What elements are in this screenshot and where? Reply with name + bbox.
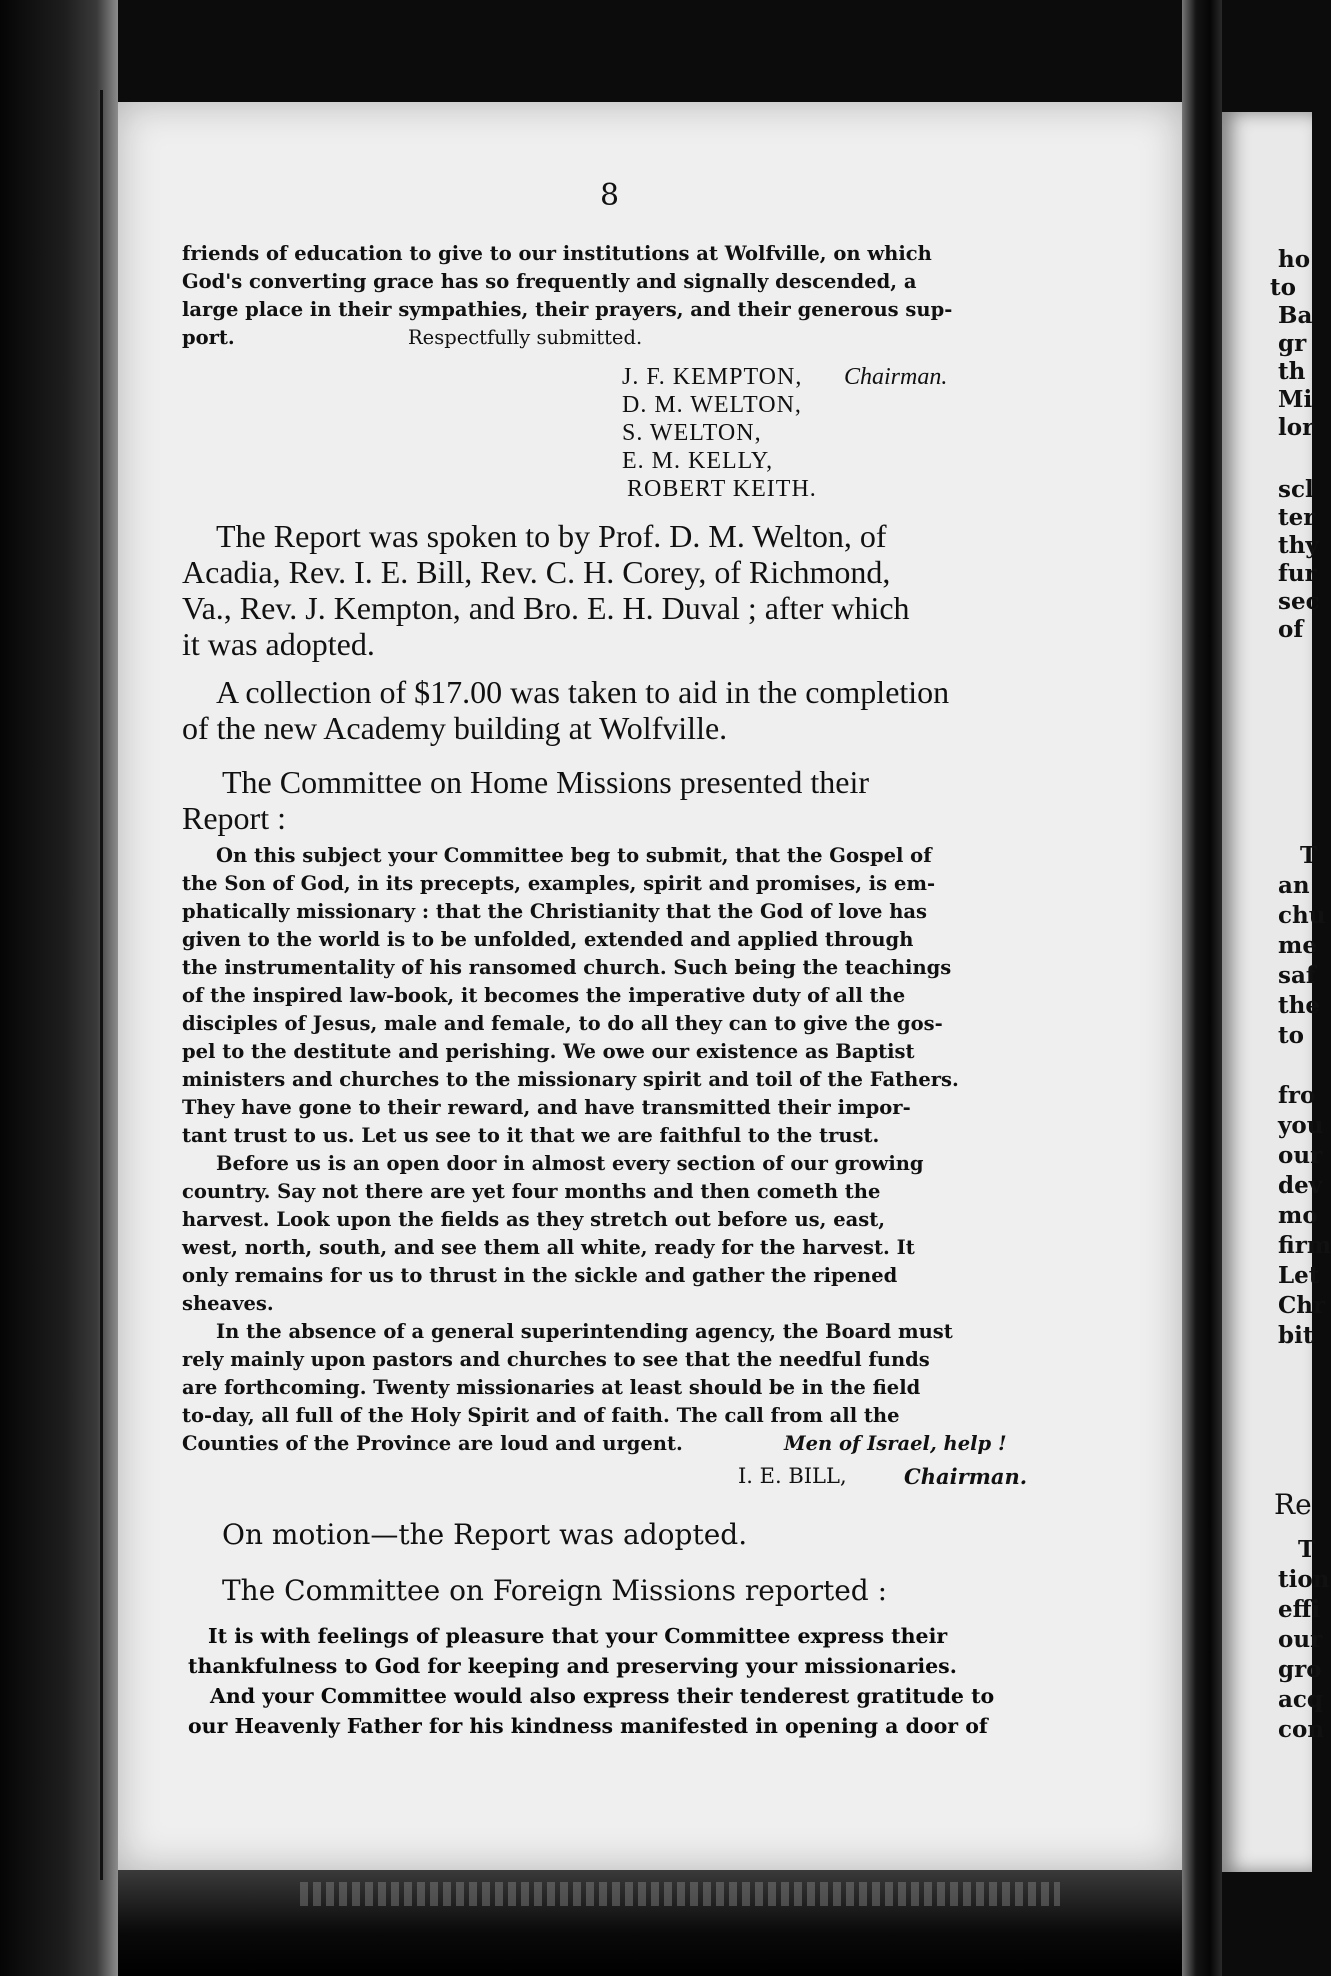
facing-page-fragment: lor [1278,414,1315,441]
foreign-line: our Heavenly Father for his kindness manifested in opening a door of [188,1714,988,1738]
men-of-israel: Men of Israel, help ! [784,1432,1007,1455]
para1-line: large place in their sympathies, their prayers, and their generous sup- [182,298,953,321]
report-line: rely mainly upon pastors and churches to see that the needful funds [182,1348,930,1371]
report-line: west, north, south, and see them all white, ready for the harvest. It [182,1236,915,1259]
facing-page-fragment: to [1270,274,1296,301]
facing-page-fragment: dev [1278,1172,1323,1199]
report-line: sheaves. [182,1292,274,1315]
bleed-through-text [300,1882,1060,1906]
facing-page-fragment: chu [1278,902,1326,929]
facing-page-fragment: Re [1274,1488,1312,1521]
facing-page-fragment: saf [1278,962,1316,989]
foreign-missions-heading: The Committee on Foreign Missions reported : [222,1574,888,1607]
foreign-line: And your Committee would also express their tenderest gratitude to [210,1684,995,1708]
para2-line: Acadia, Rev. I. E. Bill, Rev. C. H. Corey, of Richmond, [182,554,891,590]
facing-page-fragment: ho [1278,246,1311,273]
facing-page-fragment: Chr [1278,1292,1326,1319]
para3-line: A collection of $17.00 was taken to aid in the completion [216,674,950,710]
facing-page-fragment: tion [1278,1566,1330,1593]
para2-line: The Report was spoken to by Prof. D. M. Welton, of [216,518,887,554]
facing-page-fragment: effi [1278,1596,1321,1623]
report-line: only remains for us to thrust in the sickle and gather the ripened [182,1264,898,1287]
signature-bill-name: I. E. BILL, [738,1464,847,1488]
facing-page-fragment: fur [1278,560,1317,587]
facing-page-fragment: our [1278,1142,1323,1169]
para1-last-line: port. [182,326,235,349]
report-line: pel to the destitute and perishing. We owe our existence as Baptist [182,1040,915,1063]
signature-member: D. M. WELTON, [622,392,802,418]
facing-page-fragment: of [1278,616,1304,643]
signature-chair-title: Chairman. [844,364,948,390]
foreign-line: It is with feelings of pleasure that your Committee express their [208,1624,948,1648]
report-line: are forthcoming. Twenty missionaries at least should be in the field [182,1376,921,1399]
facing-page-fragment: scl [1278,476,1314,503]
para1-line: friends of education to give to our institutions at Wolfville, on which [182,242,932,265]
report-line: phatically missionary : that the Christianity that the God of love has [182,900,928,923]
facing-page-fragment: our [1278,1626,1323,1653]
report-line: ministers and churches to the missionary spirit and toil of the Fathers. [182,1068,959,1091]
facing-page-fragment: me [1278,932,1317,959]
page-number: 8 [600,178,620,213]
facing-page-fragment: sec [1278,588,1320,615]
report-line: Before us is an open door in almost every section of our growing [216,1152,924,1175]
facing-page-fragment: to [1278,1022,1304,1049]
facing-page-fragment: con [1278,1716,1325,1743]
facing-page-fragment: fro [1278,1082,1316,1109]
facing-page-fragment: firm [1278,1232,1331,1259]
facing-page-fragment: an [1278,872,1310,899]
para2-line: it was adopted. [182,626,375,662]
facing-page-fragment: thy [1278,532,1319,559]
report-line: In the absence of a general superintending agency, the Board must [216,1320,953,1343]
facing-page-fragment: T [1298,1536,1316,1563]
margin-rule [100,90,103,1880]
facing-page-fragment: gro [1278,1656,1322,1683]
report-line: tant trust to us. Let us see to it that we are faithful to the trust. [182,1124,880,1147]
signature-chair-name: J. F. KEMPTON, [622,364,803,390]
facing-page-fragment: th [1278,358,1306,385]
para1-line: God's converting grace has so frequently and signally descended, a [182,270,917,293]
report-line: the instrumentality of his ransomed church. Such being the teachings [182,956,952,979]
facing-page-fragment: gr [1278,330,1307,357]
facing-page-fragment: Let [1278,1262,1320,1289]
facing-page-fragment: mo [1278,1202,1318,1229]
report-line: of the inspired law-book, it becomes the imperative duty of all the [182,984,906,1007]
report-line: to-day, all full of the Holy Spirit and of faith. The call from all the [182,1404,900,1427]
facing-page-fragment: acq [1278,1686,1323,1713]
respectfully-submitted: Respectfully submitted. [408,326,643,349]
report-line: given to the world is to be unfolded, extended and applied through [182,928,914,951]
report-line: country. Say not there are yet four months and then cometh the [182,1180,881,1203]
para3-line: of the new Academy building at Wolfville. [182,710,728,746]
report-line: Counties of the Province are loud and urgent. [182,1432,683,1455]
motion-line: On motion—the Report was adopted. [222,1518,748,1551]
signature-member: S. WELTON, [622,420,762,446]
facing-page-fragment: you [1278,1112,1324,1139]
facing-page-fragment: bit [1278,1322,1314,1349]
signature-member: E. M. KELLY, [622,448,774,474]
report-line: On this subject your Committee beg to submit, that the Gospel of [216,844,932,867]
facing-page-fragment: the [1278,992,1320,1019]
para4-line: The Committee on Home Missions presented their [222,764,869,800]
signature-member: ROBERT KEITH. [627,476,817,502]
para2-line: Va., Rev. J. Kempton, and Bro. E. H. Duval ; after which [182,590,910,626]
book-gutter [1182,0,1222,1976]
para4-line: Report : [182,800,286,836]
facing-page-fragment: Ba [1278,302,1313,329]
report-line: harvest. Look upon the fields as they stretch out before us, east, [182,1208,886,1231]
report-line: They have gone to their reward, and have transmitted their impor- [182,1096,911,1119]
facing-page-fragment: ter [1278,504,1316,531]
signature-bill-title: Chairman. [904,1464,1028,1489]
report-line: disciples of Jesus, male and female, to do all they can to give the gos- [182,1012,943,1035]
facing-page-fragment: T [1300,842,1318,869]
facing-page-fragment: Mi [1278,386,1313,413]
foreign-line: thankfulness to God for keeping and preserving your missionaries. [188,1654,957,1678]
report-line: the Son of God, in its precepts, examples, spirit and promises, is em- [182,872,936,895]
